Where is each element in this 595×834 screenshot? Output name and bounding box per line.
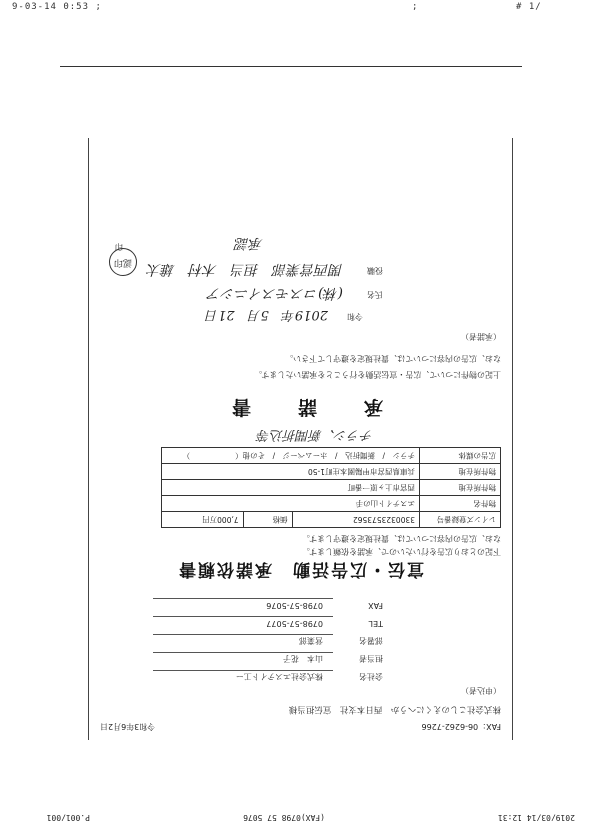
- request-form: [88, 138, 513, 740]
- person-value: 山本 花子: [283, 654, 323, 663]
- property-table: [161, 447, 501, 528]
- table-cell: 3300323573562: [292, 512, 419, 528]
- table-cell: レインズ登録番号: [420, 512, 501, 528]
- table-cell: 物件名: [420, 496, 501, 512]
- approval-date-value: 2019年 5月 21日: [205, 307, 328, 322]
- tel-label: TEL: [368, 619, 383, 628]
- table-row: [162, 512, 501, 528]
- department-label: 部署名: [359, 636, 383, 645]
- table-cell: チラシ / 新聞折込 / ホームページ / その他（ ）: [162, 448, 420, 464]
- fax-value: 0798-57-5076: [266, 601, 323, 610]
- table-cell: 物件所在地: [420, 464, 501, 480]
- table-cell: 広告の媒体: [420, 448, 501, 464]
- company-value: 株式会社エステイト工ー: [235, 672, 323, 681]
- fax-footer: [0, 808, 595, 826]
- form-left-border: [512, 138, 513, 740]
- form-right-border: [88, 138, 89, 740]
- approval-text-1: 上記の物件について、広告・宣伝活動を行うことを承諾いたします。: [253, 370, 501, 379]
- table-row: [162, 496, 501, 512]
- fax-header-page: # 1/: [516, 2, 542, 12]
- stamp-label: 印: [115, 242, 123, 251]
- approval-role-label: 役職: [367, 266, 383, 275]
- request-title: 宣伝・広告活動 承諾依頼書: [177, 559, 424, 579]
- table-row: [162, 464, 501, 480]
- header-rule: [60, 66, 522, 67]
- recipient: 株式会社こしのえくにへうか 西日本支社 宣伝担当様: [288, 704, 501, 714]
- footer-page: P.001/001: [46, 813, 90, 822]
- table-cell: 兵庫県西宮市甲陽園本庄町1-50: [162, 464, 420, 480]
- handwritten-note: チラシ、新聞折込等: [257, 427, 373, 442]
- company-label: 会社名: [359, 672, 383, 681]
- approval-seal-stamp: 認印: [109, 248, 137, 276]
- approval-title: 承 諾 書: [218, 396, 384, 418]
- intro-line-1: 下記のとおり広告を行いたいので、承諾を依頼します。: [301, 547, 501, 556]
- table-cell: 物件所在地: [420, 480, 501, 496]
- intro-line-2: なお、広告の内容については、貴社規定を遵守します。: [301, 534, 501, 543]
- applicant-section: （申込者）: [461, 686, 501, 695]
- table-cell: エステイト山の手: [162, 496, 420, 512]
- tel-value: 0798-57-5077: [266, 619, 323, 628]
- approval-text-2: なお、広告の内容については、貴社規定を遵守して下さい。: [285, 354, 501, 363]
- table-row: [162, 448, 501, 464]
- approval-section: （承諾者）: [461, 332, 501, 341]
- approval-signature: 承認: [235, 235, 263, 251]
- request-date: 令和3年6月2日: [100, 722, 156, 731]
- fax-header-datetime: 9-03-14 0:53 ;: [12, 2, 102, 12]
- fax-header-mark: ;: [412, 2, 419, 12]
- approval-role-value: 関西営業部 担当 木村 雄太: [147, 261, 343, 277]
- table-cell: 価格: [243, 512, 292, 528]
- approval-name-value: (株)コスモスイニシア: [206, 285, 343, 301]
- table-cell: 7,000万円: [162, 512, 244, 528]
- approval-date-label: 令和: [347, 312, 363, 321]
- approval-name-label: 氏名: [367, 290, 383, 299]
- person-label: 担当者: [359, 654, 383, 663]
- footer-datetime: 2019/03/14 12:31: [497, 813, 575, 822]
- fax-label: FAX: [368, 601, 383, 610]
- department-value: 営業部: [299, 636, 323, 645]
- footer-fax-no: (FAX)0798 57 5076: [243, 813, 325, 822]
- fax-line: FAX：06-6262-7266: [421, 722, 501, 731]
- table-cell: 西宮市上ヶ原一番町: [162, 480, 420, 496]
- table-row: [162, 480, 501, 496]
